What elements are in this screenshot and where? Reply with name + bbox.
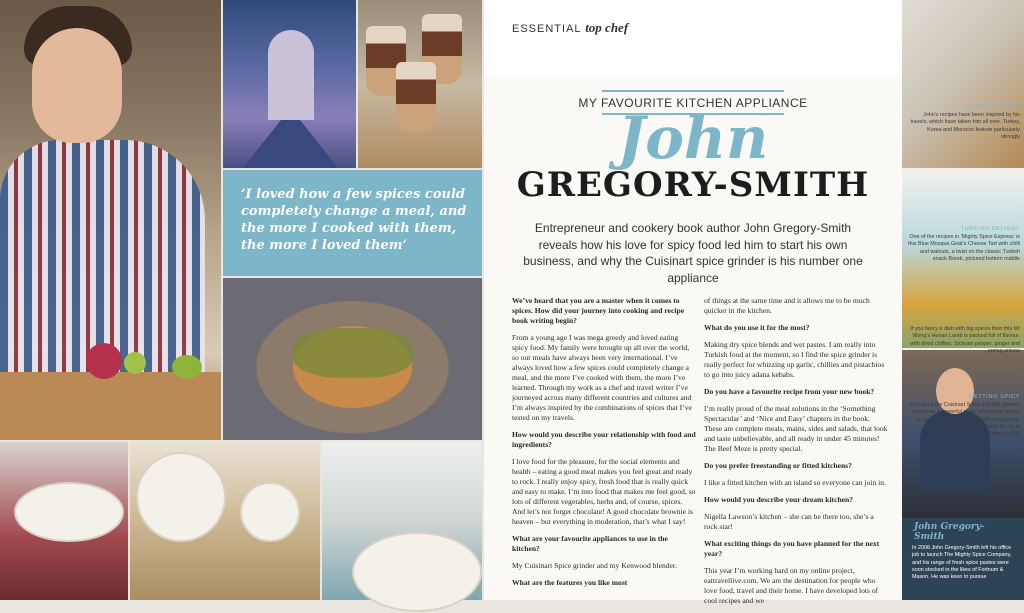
goats-cheese-tart-photo (130, 442, 320, 600)
pull-quote-panel (223, 170, 482, 276)
interview-answer: Making dry spice blends and wet pastes. I am really into Turkish food at the moment, so I find the spice grinder is really perfect for whizzing up garlic, chillies and pistachios to go into juicy adana kebabs. (704, 340, 885, 379)
interview-answer: I love food for the pleasure, for the social elements and health – eating a good meal makes you feel great and ready to rock. I really enjoy spicy, fresh food that is really quick and easy to make. I’m into food that makes me feel good, so lots of different vegetables, herbs and, of course, spices. And let’s not forget chocolate! A good chocolate brownie is heaven – but everything in moderation, that’s what I say! (512, 457, 696, 526)
dessert-glasses-photo (358, 0, 482, 168)
headline-first-name: John (617, 104, 769, 172)
section-label: ESSENTIAL top chef (512, 20, 629, 35)
interview-answer: I’m really proud of the meal solutions in the ‘Something Spectacular’ and ‘Nice and Easy’ chapters in the book. These are complete meals, mains, sides and salads, that look and taste unbelievable, and all ready in under 45 minutes! The Beef Meze is pretty special. (704, 404, 888, 453)
interview-question: How would you describe your dream kitchen? (704, 495, 854, 504)
crepe-dish-photo (223, 278, 482, 440)
caption-hot-hot-hot: HOT, HOT, HOT If you fancy a dish with big spices then this Mr Wong’s Hunan Lamb is packed full of flavour, with dried chillies, Sichuan pepper, ginger and spring onions (910, 318, 1020, 354)
interview-question: Do you prefer freestanding or fitted kitchens? (704, 461, 852, 470)
salad-bowl-photo (322, 442, 482, 600)
interview-question: We’ve heard that you are a master when it comes to spices. How did your journey into cooking and recipe book writing begin? (512, 296, 685, 325)
caption-turkish-delight: TURKISH DELIGHT One of the recipes in ‘Mighty Spice Express’ is this Blue Mosque Goat’s Cheese Tart with chilli and walnuts, a twist on the classic Turkish snack Borek, pictured bottom middle (908, 226, 1020, 262)
article-column-1 (512, 296, 696, 595)
interview-answer: From a young age I was mega greedy and loved eating spicy food. My family were brought up all over the world, so our meals have always been very international. I’ve always loved how a few spices could completely change a meal, and the more I’ve cooked with them, the more I’ve learned. Through my work as a chef and travel writer I’ve journeyed across many different countries and cultures and I’m always inspired by the combinations of spices that I’ve tested on my travels. (512, 333, 692, 422)
blue-alleyway-photo (223, 0, 356, 168)
article-page (484, 0, 902, 605)
standfirst: Entrepreneur and cookery book author John Gregory-Smith reveals how his love for spicy food led him to start his own business, and why the Cuisinart spice grinder is his number one appliance (523, 221, 863, 285)
lamb-dish-photo (0, 442, 128, 600)
pull-quote: ‘I loved how a few spices could completely change a meal, and the more I cooked with them, the more I loved them’ (241, 187, 467, 253)
caption-getting-spicy: GETTING SPICY John uses the Cuisinart Spice and Nut grinder, which has a powerful motor and sharp blades to grind even the toughest nuts and spices. You just need to simply press the lid to activate. Priced at £58 (908, 394, 1020, 438)
chef-portrait-photo (0, 0, 221, 440)
kicker-rule-top (602, 90, 784, 92)
headline-last-name: GREGORY-SMITH (516, 165, 870, 205)
bio-text: In 2006 John Gregory-Smith left his office job to launch The Mighty Spice Company, and his range of fresh spice pastes were soon stocked in the likes of Fortnum & Mason. He was keen to pursue (912, 545, 1012, 581)
interview-question: How would you describe your relationship with food and ingredients? (512, 430, 696, 449)
article-column-2 (704, 296, 888, 613)
interview-answer: My Cuisinart Spice grinder and my Kenwood blender. (512, 561, 677, 570)
headline-kicker: MY FAVOURITE KITCHEN APPLIANCE (578, 96, 808, 110)
interview-question: What are your favourite appliances to use in the kitchen? (512, 534, 668, 553)
interview-question: What are the features you like most (512, 578, 628, 587)
caption-globetrotter: GLOBETROTTER John’s recipes have been inspired by his travels, which have taken him all over. Turkey, Korea and Morocco feature particularly strongly (910, 104, 1020, 140)
interview-answer: This year I’m working hard on my online project, eattravellive.com. We are the destination for people who love food, travel and their home. I have developed lots of cool recipes and we (704, 566, 879, 605)
interview-answer: Nigella Lawson’s kitchen – she can be there too, she’s a rock star! (704, 512, 874, 531)
bio-name: John Gregory-Smith (914, 522, 985, 542)
interview-question: What exciting things do you have planned for the next year? (704, 539, 880, 558)
interview-answer: I like a fitted kitchen with an island so everyone can join in. (704, 478, 886, 487)
interview-question: Do you have a favourite recipe from your new book? (704, 387, 875, 396)
spice-balls-photo (902, 0, 1024, 168)
interview-answer: of things at the same time and it allows me to be much quicker in the kitchen. (704, 296, 870, 315)
interview-question: What do you use it for the most? (704, 323, 810, 332)
